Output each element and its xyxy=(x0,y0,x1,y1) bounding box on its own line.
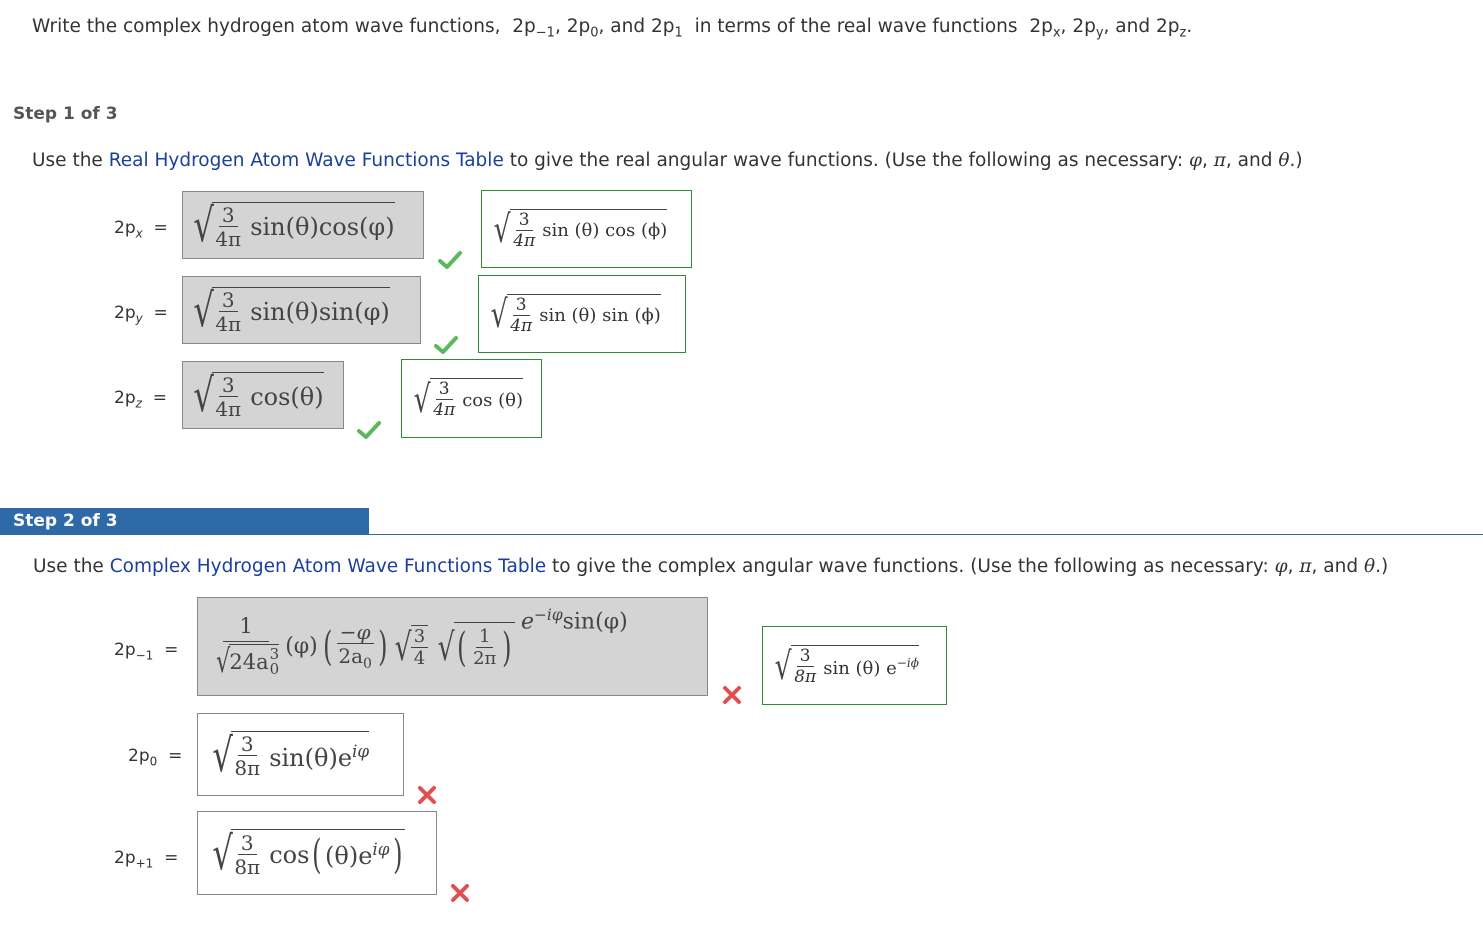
correct-answer-2px: √ $\frac{3}{4\pi}$ sin (θ) cos (ϕ) xyxy=(481,190,692,268)
check-icon xyxy=(438,250,462,270)
check-icon xyxy=(434,335,458,355)
answer-2py-input[interactable]: √ $\frac{3}{4\pi}$ sin(θ)sin(φ) xyxy=(182,276,421,344)
answer-2p-minus1-input[interactable]: 1 √ 24a 3 0 (φ) ( $\frac{-\varphi}{2a_0}$ ) √ $\frac{3}{4}$ √ ( $\frac{1}{2\pi}$ ) $e^{-i\varphi}\sin(\varphi)$ xyxy=(197,597,708,696)
step1-instructions: Use the Real Hydrogen Atom Wave Functions Table to give the real angular wave functions. (Use the following as necessary: φ, π, and θ.) xyxy=(32,150,1303,171)
label-2py: $2p_y$ = xyxy=(114,303,168,326)
complex-table-link[interactable]: Complex Hydrogen Atom Wave Functions Table xyxy=(109,556,547,577)
answer-2p0-input[interactable]: √ $\frac{3}{8\pi}$ $\sin(\theta)e^{i\varphi}$ xyxy=(197,713,404,796)
correct-answer-2pz: √ $\frac{3}{4\pi}$ cos (θ) xyxy=(401,359,542,438)
step2-title: Step 2 of 3 xyxy=(0,508,369,535)
cross-icon xyxy=(449,882,471,904)
label-2p0: $2p_0$ = xyxy=(128,746,183,769)
question-text: Write the complex hydrogen atom wave functions, $2p_{-1}$, $2p_0$, and $2p_1$ in terms of the real wave functions $2p_x$, $2p_y$, and $2p_z$. xyxy=(32,16,1193,41)
answer-2pz-input[interactable]: √ $\frac{3}{4\pi}$ cos(θ) xyxy=(182,361,344,429)
answer-2px-input[interactable]: √ $\frac{3}{4\pi}$ sin(θ)cos(φ) xyxy=(182,191,424,259)
step2-instructions: Use the Complex Hydrogen Atom Wave Functions Table to give the complex angular wave functions. (Use the following as necessary: φ, π, and θ.) xyxy=(33,556,1389,577)
label-2px: $2p_x$ = xyxy=(114,218,168,241)
correct-answer-2py: √ $\frac{3}{4\pi}$ sin (θ) sin (ϕ) xyxy=(478,275,686,353)
cross-icon xyxy=(416,784,438,806)
real-table-link[interactable]: Real Hydrogen Atom Wave Functions Table xyxy=(108,150,504,171)
step1-title: Step 1 of 3 xyxy=(13,104,118,124)
cross-icon xyxy=(721,684,743,706)
answer-2p-plus1-input[interactable]: √ $\frac{3}{8\pi}$ cos ( $(\theta)e^{i\varphi}$ ) xyxy=(197,811,437,895)
label-2p-minus1: $2p_{-1}$ = xyxy=(114,640,179,663)
step2-divider xyxy=(369,534,1483,535)
label-2p-plus1: $2p_{+1}$ = xyxy=(114,848,179,871)
check-icon xyxy=(357,420,381,440)
correct-answer-2p-minus1: √ $\frac{3}{8\pi}$ sin (θ) $e^{-i\phi}$ xyxy=(762,626,947,705)
label-2pz: $2p_z$ = xyxy=(114,388,167,411)
